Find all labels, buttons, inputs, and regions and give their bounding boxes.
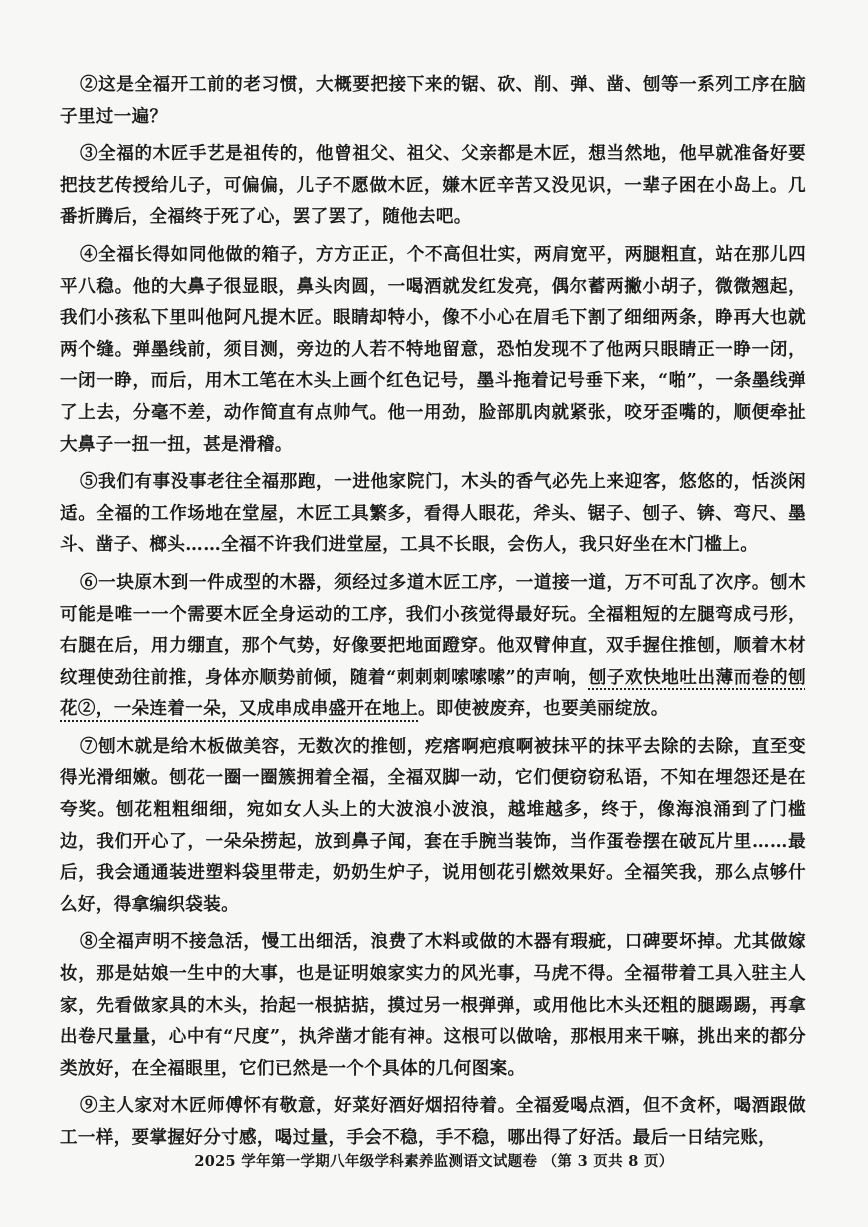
paragraph-6-text-before: ⑥一块原木到一件成型的木器，须经过多道木匠工序，一道接一道，万不可乱了次序。刨木可能是唯一一个需要木匠全身运动的工序，我们小孩觉得最好玩。全福粗短的左腿弯成弓形，右腿在后，用力绷直，那个气势，好像要把地面蹬穿。他双臂伸直，双手握住推刨，顺着木材纹理使劲往前推，身体亦顺势前倾，随着“刺刺刺嗦嗦嗦”的声响， xyxy=(60,572,806,688)
paragraph-9: ⑨主人家对木匠师傅怀有敬意，好菜好酒好烟招待着。全福爱喝点酒，但不贪杯，喝酒跟做工一样，要掌握好分寸感，喝过量，手会不稳，手不稳，哪出得了好活。最后一日结完账， xyxy=(60,1096,806,1148)
paragraph-6-dotted-sentence: 刨子欢快地吐出薄而卷的刨花②，一朵连着一朵，又成串成串盛开在地上 xyxy=(60,667,806,720)
paragraph-6-text-after: 。即使被废弃，也要美丽绽放。 xyxy=(418,699,669,720)
paragraph-7: ⑦刨木就是给木板做美容，无数次的推刨，疙瘩啊疤痕啊被抹平的抹平去除的去除，直至变得光滑细嫩。刨花一圈一圈簇拥着全福，全福双脚一动，它们便窃窃私语，不知在埋怨还是在夸奖。刨花粗粗细细，宛如女人头上的大波浪小波浪，越堆越多，终于，像海浪涌到了门槛边，我们开心了，一朵朵捞起，放到鼻子闻，套在手腕当装饰，当作蛋卷摆在破瓦片里……最后，我会通通装进塑料袋里带走，奶奶生炉子，说用刨花引燃效果好。全福笑我，那么点够什么好，得拿编织袋装。 xyxy=(60,736,806,915)
paragraph-4: ④全福长得如同他做的箱子，方方正正，个不高但壮实，两肩宽平，两腿粗直，站在那儿四平八稳。他的大鼻子很显眼，鼻头肉圆，一喝酒就发红发亮，偶尔蓄两撇小胡子，微微翘起，我们小孩私下里叫他阿凡提木匠。眼睛却特小，像不小心在眉毛下割了细细两条，睁再大也就两个缝。弹墨线前，须目测，旁边的人若不特地留意，恐怕发现不了他两只眼睛正一睁一闭，一闭一睁，而后，用木工笔在木头上画个红色记号，墨斗拖着记号垂下来，“啪”，一条墨线弹了上去，分毫不差，动作简直有点帅气。他一用劲，脸部肌肉就紧张，咬牙歪嘴的，顺便牵扯大鼻子一扭一扭，甚是滑稽。 xyxy=(60,244,806,455)
paragraph-5: ⑤我们有事没事老往全福那跑，一进他家院门，木头的香气必先上来迎客，悠悠的，恬淡闲适。全福的工作场地在堂屋，木匠工具繁多，看得人眼花，斧头、锯子、刨子、锛、弯尺、墨斗、凿子、榔头……全福不许我们进堂屋，工具不长眼，会伤人，我只好坐在木门槛上。 xyxy=(60,472,806,556)
paragraph-2: ②这是全福开工前的老习惯，大概要把接下来的锯、砍、削、弹、凿、刨等一系列工序在脑子里过一遍？ xyxy=(60,75,806,127)
page-footer: 2025 学年第一学期八年级学科素养监测语文试题卷 （第 3 页共 8 页） xyxy=(194,1153,674,1170)
paragraph-8: ⑧全福声明不接急活，慢工出细活，浪费了木料或做的木器有瑕疵，口碑要坏掉。尤其做嫁妆，那是姑娘一生中的大事，也是证明娘家实力的风光事，马虎不得。全福带着工具入驻主人家，先看做家具的木头，抬起一根掂掂，摸过另一根弹弹，或用他比木头还粗的腿踢踢，再拿出卷尺量量，心中有“尺度”，执斧凿才能有神。这根可以做啥，那根用来干嘛，挑出来的都分类放好，在全福眼里，它们已然是一个个具体的几何图案。 xyxy=(60,932,806,1079)
paragraph-3: ③全福的木匠手艺是祖传的，他曾祖父、祖父、父亲都是木匠，想当然地，他早就准备好要把技艺传授给儿子，可偏偏，儿子不愿做木匠，嫌木匠辛苦又没见识，一辈子困在小岛上。几番折腾后，全福终于死了心，罢了罢了，随他去吧。 xyxy=(60,144,806,228)
paragraph-6 xyxy=(60,568,806,726)
